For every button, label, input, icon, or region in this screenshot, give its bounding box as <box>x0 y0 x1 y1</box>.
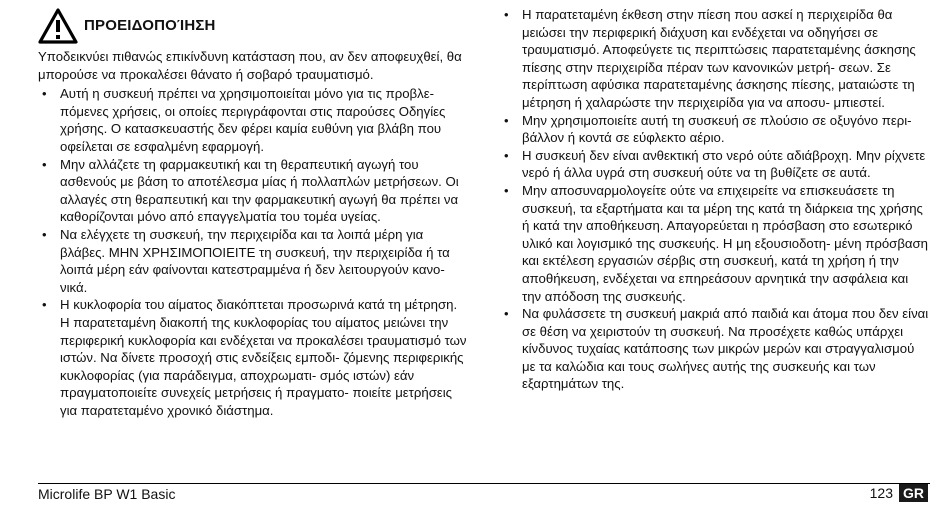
language-badge: GR <box>899 484 928 502</box>
page-number: 123 <box>869 485 893 501</box>
right-column <box>500 6 930 393</box>
list-item: • Να φυλάσσετε τη συσκευή μακριά από παιδιά και άτομα που δεν είναι σε θέση να χειριστούν τη συσκευή. Να προσέχετε καθώς υπάρχει κίνδυνος τυχαίας κατάποσης των μικρών μερών και στραγγαλισμού με τα καλώδια και τους σωλήνες αυτής της συσκευής και των εξαρτημάτων της. <box>504 306 929 392</box>
bullet-icon: • <box>42 156 47 172</box>
left-list <box>38 85 470 419</box>
warning-triangle-icon <box>38 8 78 44</box>
footer-divider <box>38 483 930 484</box>
footer-product: Microlife BP W1 Basic <box>38 486 176 502</box>
list-item: • Μην αλλάζετε τη φαρμακευτική και τη θεραπευτική αγωγή του ασθενούς με βάση το αποτέλεσμα μίας ή πολλαπλών μετρήσεων. Οι αλλαγές στη θεραπευτική και την φαρμακευτική αγωγή θα πρέπει να καθορίζονται μόνο από επαγγελματία του τομέα υγείας. <box>42 156 459 225</box>
warning-intro: Υποδεικνύει πιθανώς επικίνδυνη κατάσταση που, αν δεν αποφευχθεί, θα μπορούσε να προκαλέσει θάνατο ή σοβαρό τραυματισμό. <box>38 49 462 82</box>
bullet-icon: • <box>504 147 509 163</box>
bullet-icon: • <box>504 182 509 198</box>
left-column <box>38 0 470 419</box>
list-item: • Η παρατεταμένη έκθεση στην πίεση που ασκεί η περιχειρίδα θα μειώσει την περιφερική διάχυση και ενδέχεται να οδηγήσει σε τραυματισμό. Αποφεύγετε τις περιπτώσεις παρατεταμένης άσκησης πίεσης στην περιχειρίδα πέραν των κανονικών μετρή- σεων. Σε περίπτωση αφύσικα παρατεταμένης άσκησης πίεσης, ματαιώστε τη μέτρηση ή χαλαρώστε την περιχειρίδα για να αποσυ- μπιεστεί. <box>504 7 916 110</box>
list-item: • Μην χρησιμοποιείτε αυτή τη συσκευή σε πλούσιο σε οξυγόνο περι- βάλλον ή κοντά σε εύφλεκτο αέριο. <box>504 112 912 146</box>
right-list <box>500 6 930 393</box>
warning-heading <box>38 6 470 46</box>
bullet-icon: • <box>504 306 509 322</box>
bullet-icon: • <box>42 297 47 313</box>
bullet-icon: • <box>504 7 509 22</box>
bullet-icon: • <box>42 86 47 102</box>
bullet-icon: • <box>42 226 47 242</box>
bullet-icon: • <box>504 112 509 128</box>
list-item: • Μην αποσυναρμολογείτε ούτε να επιχειρείτε να επισκευάσετε τη συσκευή, τα εξαρτήματα και τα μέρη της κατά τη διάρκεια της χρήσης ή κατά την αποθήκευση. Απαγορεύεται η πρόσβαση στο εσωτερικό υλικό και λογισμικό της συσκευής. Η μη εξουσιοδοτη- μένη πρόσβαση και εκτέλεση εργασιών σέρβις στη συσκευή, κατά τη χρήση ή την αποθήκευση, ενδέχεται να επηρεάσουν αρνητικά την ασφάλεια και την απόδοση της συσκευής. <box>504 182 928 304</box>
list-item: • Η κυκλοφορία του αίματος διακόπτεται προσωρινά κατά τη μέτρηση. Η παρατεταμένη διακοπή της κυκλοφορίας του αίματος μειώνει την περιφερική κυκλοφορία και ενδέχεται να προκαλέσει τραυματισμό των ιστών. Να δίνετε προσοχή στις ενδείξεις εμποδι- ζόμενης περιφερικής κυκλοφορίας (για παράδειγμα, αποχρωματι- σμός ιστών) εάν πραγματοποιείτε συνεχείς μετρήσεις ή πραγματο- ποιείτε μετρήσεις για παρατεταμένο χρονικό διάστημα. <box>42 297 467 418</box>
footer-page <box>870 484 928 502</box>
list-item: • Αυτή η συσκευή πρέπει να χρησιμοποιείται μόνο για τις προβλε- πόμενες χρήσεις, οι οποίες περιγράφονται στις παρούσες Οδηγίες χρήσης. Ο κατασκευαστής δεν φέρει καμία ευθύνη για βλάβη που οφείλεται σε εσφαλμένη εφαρμογή. <box>42 86 446 154</box>
list-item: • Η συσκευή δεν είναι ανθεκτική στο νερό ούτε αδιάβροχη. Μην ρίχνετε νερό ή άλλα υγρά στη συσκευή ούτε να τη βυθίζετε σε αυτά. <box>504 147 926 181</box>
list-item: • Να ελέγχετε τη συσκευή, την περιχειρίδα και τα λοιπά μέρη για βλάβες. ΜΗΝ ΧΡΗΣΙΜΟΠΟΙΕΙΤΕ τη συσκευή, την περιχειρίδα ή τα λοιπά μέρη εάν φαίνονται κατεστραμμένα ή δεν λειτουργούν κανο- νικά. <box>42 226 450 295</box>
warning-title: ΠΡΟΕΙΔΟΠΟΊΗΣΗ <box>84 17 216 35</box>
